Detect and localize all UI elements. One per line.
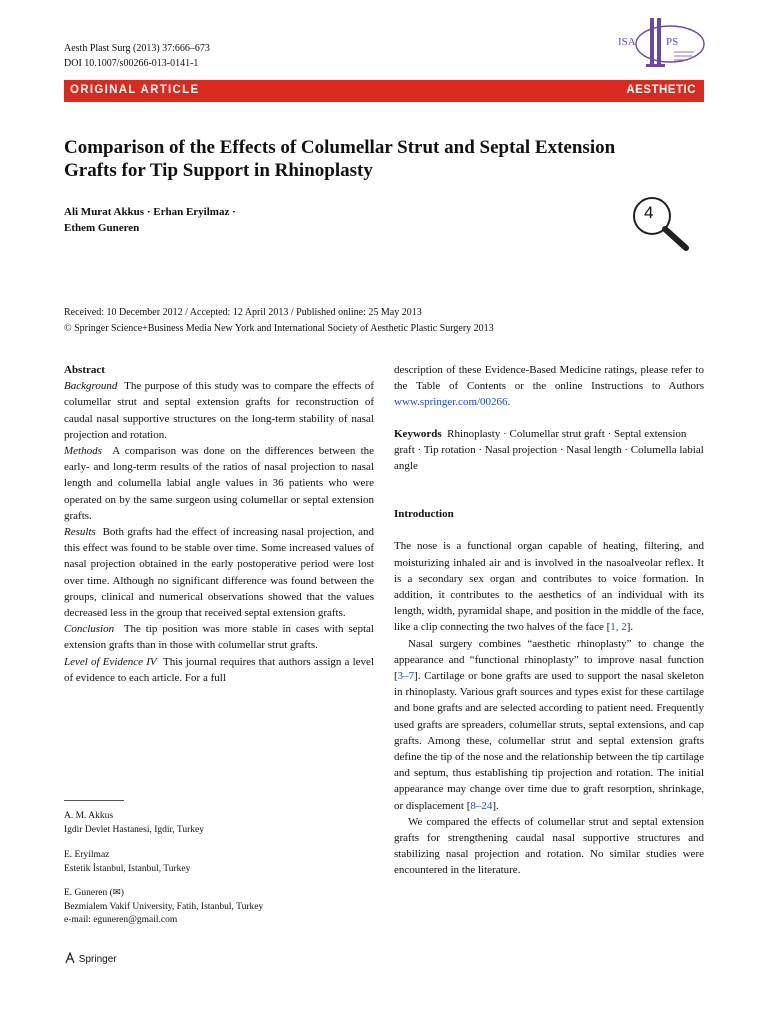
intro-p2-text-cont: ]. Cartilage or bone grafts are used to support the nasal skeleton in rhinoplasty. Various graft sources and types exist for these cartilage and bone grafts and are selected according to patient need. Frequently used grafts are spreaders, columellar struts, septal extensions, and cap grafts. Among these, columellar strut and septal extension grafts define the tip of the nose and the relationship between the tip cartilage and septum, thus establishing tip projection and rotation. The initial appearance may change over time due to graft resorption, shrinkage, or displacement [ [394,670,704,812]
publisher-name: Springer [78,954,117,965]
affiliation-name: E. Eryilmaz [64,850,110,860]
intro-paragraph-3: We compared the effects of columellar strut and septal extension grafts for strengthening caudal nasal supportive structures and stabilizing nasal projection and rotation. No similar studies were encountered in the literature. [394,815,704,877]
article-title: Comparison of the Effects of Columellar Strut and Septal Extension Grafts for Tip Support in Rhinoplasty [64,137,616,181]
affiliation-3 [64,887,263,928]
methods-text: A comparison was done on the differences between the early- and long-term results of the ratios of nasal projection to nasal length and columella labial angle values in 36 patients who were operated on by the same surgeon using columellar or septal extension grafts. [64,445,375,522]
affiliation-1 [64,810,204,837]
abstract-conclusion [64,621,374,653]
affiliation-institution: Bezmialem Vakif University, Fatih, Istanbul, Turkey [64,901,264,912]
keywords-label: Keywords [394,427,442,440]
springer-logo-icon [64,952,76,964]
conclusion-text: The tip position was more stable in cases with septal extension grafts than in those with columellar strut grafts. [64,623,374,652]
affiliation-email[interactable]: e-mail: eguneren@gmail.com [64,915,178,925]
keywords-text: Rhinoplasty · Columellar strut graft · Septal extension graft · Tip rotation · Nasal projection · Nasal length · Columella labial angle [394,427,704,473]
introduction-heading: Introduction [394,508,454,521]
logo-text-left: ISA [618,36,636,48]
journal-doi: DOI 10.1007/s00266-013-0141-1 [64,58,199,69]
journal-header [64,41,210,71]
article-type-banner [64,80,704,102]
publication-dates [64,305,704,337]
intro-p2-end: ]. [492,799,499,812]
results-text: Both grafts had the effect of increasing nasal projection, and this effect was found to be stable over time. Some increased values of nasal projection obtained in the early postoperative period were lost over time. Although no significant difference was found between the groups, clinical and numerical observations showed that the values decreased less in the group that received septal extension grafts. [64,526,374,620]
springer-link[interactable]: www.springer.com/00266. [394,396,511,409]
intro-paragraph-1 [394,538,704,635]
keywords-block [394,426,704,475]
abstract-heading: Abstract [64,364,105,376]
level-cont-text: description of these Evidence-Based Medicine ratings, please refer to the Table of Contents or the online Instructions to Authors [394,364,704,393]
isaps-logo [610,16,706,72]
affiliation-name: E. Guneren (✉) [64,888,124,898]
abstract-level [64,654,374,686]
citation-link[interactable]: 8–24 [470,799,493,812]
author-line-1: Ali Murat Akkus · Erhan Eryilmaz · [64,206,236,218]
evidence-level-number: 4 [644,203,654,222]
background-text: The purpose of this study was to compare the effects of columellar strut and septal extension grafts for reconstruction of caudal nasal supportive structures on the long-term stability of nasal projection and rotation. [64,380,374,441]
results-label: Results [64,526,96,539]
abstract-methods [64,443,374,524]
intro-p2-text: Nasal surgery combines “aesthetic rhinoplasty” to change the appearance and “functional rhinoplasty” to improve nasal function [ [394,637,704,683]
abstract-background [64,378,374,443]
footnote-divider [64,800,124,801]
intro-p1-end: ]. [626,621,634,634]
journal-citation: Aesth Plast Surg (2013) 37:666–673 [64,43,210,54]
right-column [394,362,704,879]
dates-line: Received: 10 December 2012 / Accepted: 12 April 2013 / Published online: 25 May 2013 [64,307,422,318]
logo-text-right: PS [666,36,679,48]
affiliation-institution: Igdir Devlet Hastanesi, Igdir, Turkey [64,824,204,835]
author-list [64,204,324,236]
intro-paragraph-2 [394,636,704,814]
level-label: Level of Evidence IV [64,655,157,668]
author-line-2: Ethem Guneren [64,222,140,234]
conclusion-label: Conclusion [64,623,115,636]
background-label: Background [64,380,118,393]
page-footer [64,952,117,965]
level-continuation [394,362,704,411]
affiliation-name: A. M. Akkus [64,811,114,821]
banner-original-article: ORIGINAL ARTICLE [70,84,200,96]
magnifier-icon [626,196,696,256]
citation-link[interactable]: 1, 2 [610,621,627,634]
intro-p1-text: The nose is a functional organ capable of heating, filtering, and moisturizing inhaled air and is involved in the nasoalveolar reflex. It is a secondary sex organ and contributes to voice formation. In addition, it contributes to the aesthetics of an individual with its length, width, pyramidal shape, and position in the middle of the face, like a clip connecting the two halves of the face [ [394,540,704,634]
abstract-column [64,362,374,686]
methods-label: Methods [64,445,102,458]
abstract-results [64,524,374,621]
affiliation-institution: Estetik İstanbul, Istanbul, Turkey [64,863,191,874]
affiliation-2 [64,849,190,876]
level-text: This journal requires that authors assign a level of evidence to each article. For a full [64,655,374,684]
citation-link[interactable]: 3–7 [397,670,415,683]
banner-aesthetic: AESTHETIC [626,84,696,96]
copyright-line: © Springer Science+Business Media New York and International Society of Aesthetic Plastic Surgery 2013 [64,323,494,334]
evidence-level-badge [626,196,696,256]
